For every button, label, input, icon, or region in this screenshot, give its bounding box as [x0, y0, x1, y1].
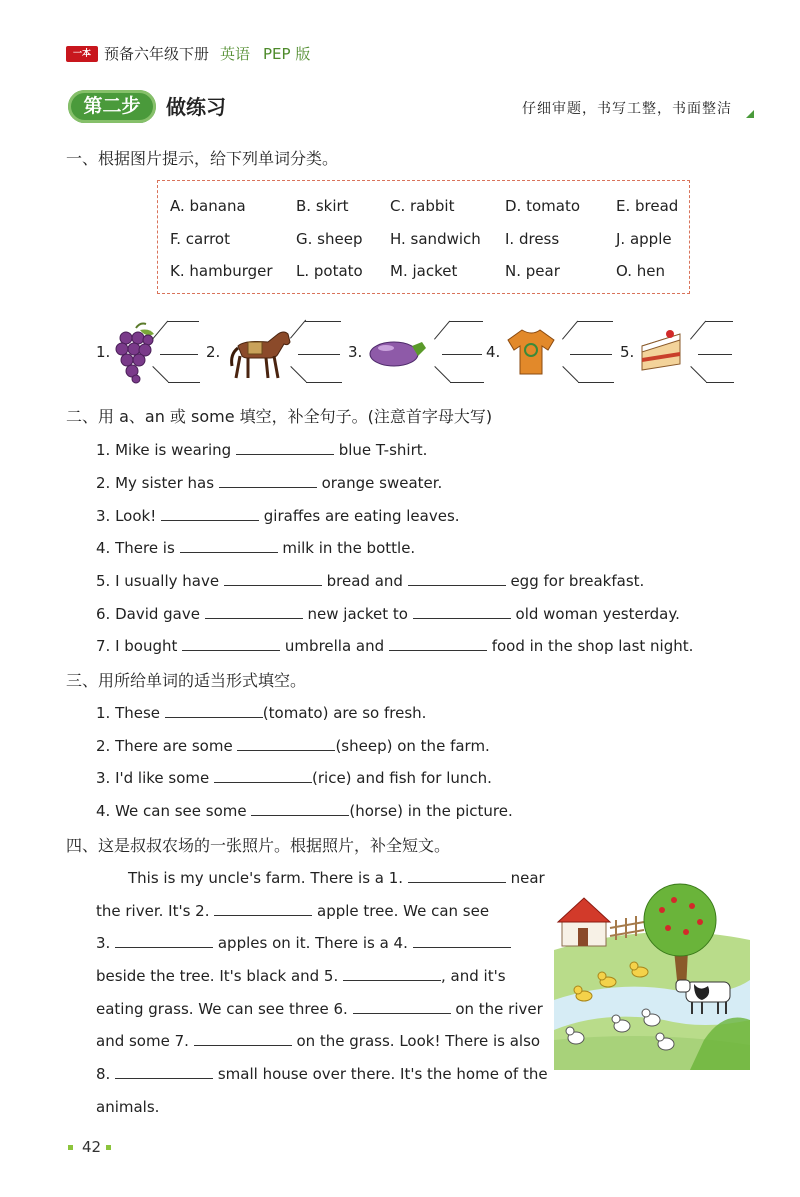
answer-blank[interactable] — [182, 636, 280, 651]
passage-line: 3. apples on it. There is a 4. — [96, 933, 511, 953]
step-badge: 第二步 — [68, 90, 156, 123]
edition-label: PEP 版 — [263, 45, 311, 63]
answer-blank[interactable] — [343, 966, 441, 981]
section1-title: 一、根据图片提示，给下列单词分类。 — [66, 149, 339, 168]
answer-line — [168, 382, 200, 383]
exercise-line: 1. These (tomato) are so fresh. — [96, 704, 427, 722]
answer-blank[interactable] — [224, 571, 322, 586]
answer-blank[interactable] — [236, 440, 334, 455]
cake-icon — [638, 328, 684, 374]
step-title: 做练习 — [166, 95, 226, 119]
tshirt-icon — [506, 326, 556, 376]
item-number: 2. — [206, 343, 221, 361]
word-item: J. apple — [616, 230, 672, 248]
corner-mark-icon — [746, 110, 754, 118]
passage-line: 8. small house over there. It's the home of the — [96, 1065, 548, 1083]
item-number: 5. — [620, 343, 635, 361]
word-item: L. potato — [296, 262, 363, 280]
word-item: M. jacket — [390, 262, 458, 280]
answer-line — [578, 382, 614, 383]
answer-blank[interactable] — [214, 901, 312, 916]
section2-title: 二、用 a、an 或 some 填空，补全句子。(注意首字母大写) — [66, 407, 493, 426]
farm-picture — [554, 880, 750, 1070]
word-item: C. rabbit — [390, 197, 455, 215]
answer-blank[interactable] — [251, 801, 349, 816]
answer-blank[interactable] — [214, 768, 312, 783]
answer-line — [570, 354, 612, 355]
word-item: N. pear — [505, 262, 560, 280]
passage-line: and some 7. on the grass. Look! There is also — [96, 1032, 541, 1050]
answer-line — [698, 354, 732, 355]
answer-line — [450, 382, 484, 383]
page-dot — [106, 1145, 111, 1150]
page-dot — [68, 1145, 73, 1150]
word-item: B. skirt — [296, 197, 349, 215]
branch-line — [690, 321, 706, 340]
answer-line — [442, 354, 482, 355]
answer-blank[interactable] — [161, 506, 259, 521]
word-item: G. sheep — [296, 230, 363, 248]
page-number: 42 — [82, 1138, 102, 1156]
passage-line: This is my uncle's farm. There is a 1. near — [128, 869, 545, 887]
answer-line — [577, 321, 613, 322]
passage-line: eating grass. We can see three 6. on the river — [96, 1000, 543, 1018]
word-item: A. banana — [170, 197, 246, 215]
item-number: 3. — [348, 343, 363, 361]
branch-line — [434, 366, 450, 382]
exercise-line: 6. David gave new jacket to old woman yesterday. — [96, 605, 680, 623]
passage-line: animals. — [96, 1098, 160, 1116]
answer-line — [306, 382, 342, 383]
answer-blank[interactable] — [408, 571, 506, 586]
answer-line — [706, 382, 734, 383]
motto: 仔细审题，书写工整，书面整洁 — [522, 101, 732, 117]
answer-blank[interactable] — [219, 473, 317, 488]
word-item: E. bread — [616, 197, 679, 215]
branch-line — [434, 321, 450, 340]
book-title: 预备六年级下册 — [104, 45, 210, 63]
answer-blank[interactable] — [353, 999, 451, 1014]
word-item: H. sandwich — [390, 230, 481, 248]
answer-line — [298, 354, 340, 355]
answer-blank[interactable] — [237, 736, 335, 751]
word-item: I. dress — [505, 230, 560, 248]
passage-line: beside the tree. It's black and 5. , and it's — [96, 967, 506, 985]
answer-line — [305, 321, 341, 322]
answer-blank[interactable] — [205, 604, 303, 619]
word-item: F. carrot — [170, 230, 230, 248]
eggplant-icon — [368, 334, 430, 370]
branch-line — [690, 366, 706, 382]
word-item: D. tomato — [505, 197, 581, 215]
section3-title: 三、用所给单词的适当形式填空。 — [66, 671, 307, 690]
branch-line — [562, 366, 578, 382]
answer-blank[interactable] — [413, 604, 511, 619]
answer-blank[interactable] — [115, 933, 213, 948]
passage-line: the river. It's 2. apple tree. We can see — [96, 902, 490, 920]
answer-blank[interactable] — [194, 1031, 292, 1046]
answer-blank[interactable] — [165, 703, 263, 718]
exercise-line: 7. I bought umbrella and food in the shop last night. — [96, 637, 694, 655]
exercise-line: 3. I'd like some (rice) and fish for lunch. — [96, 769, 492, 787]
answer-blank[interactable] — [389, 636, 487, 651]
branch-line — [562, 321, 578, 340]
brand-logo: 一本 — [66, 46, 98, 62]
answer-line — [160, 354, 198, 355]
exercise-line: 4. There is milk in the bottle. — [96, 539, 416, 557]
exercise-line: 2. My sister has orange sweater. — [96, 474, 443, 492]
grapes-icon — [114, 322, 158, 384]
answer-blank[interactable] — [115, 1064, 213, 1079]
section4-title: 四、这是叔叔农场的一张照片。根据照片，补全短文。 — [66, 836, 451, 855]
answer-blank[interactable] — [413, 933, 511, 948]
answer-line — [167, 321, 199, 322]
exercise-line: 3. Look! giraffes are eating leaves. — [96, 507, 460, 525]
exercise-line: 4. We can see some (horse) in the picture. — [96, 802, 513, 820]
answer-blank[interactable] — [408, 868, 506, 883]
answer-blank[interactable] — [180, 538, 278, 553]
subject-label: 英语 — [220, 45, 251, 63]
exercise-line: 1. Mike is wearing blue T-shirt. — [96, 441, 428, 459]
answer-line — [705, 321, 733, 322]
item-number: 4. — [486, 343, 501, 361]
word-item: O. hen — [616, 262, 665, 280]
answer-line — [449, 321, 483, 322]
word-item: K. hamburger — [170, 262, 273, 280]
exercise-line: 5. I usually have bread and egg for breakfast. — [96, 572, 645, 590]
exercise-line: 2. There are some (sheep) on the farm. — [96, 737, 490, 755]
horse-icon — [228, 328, 294, 380]
item-number: 1. — [96, 343, 111, 361]
